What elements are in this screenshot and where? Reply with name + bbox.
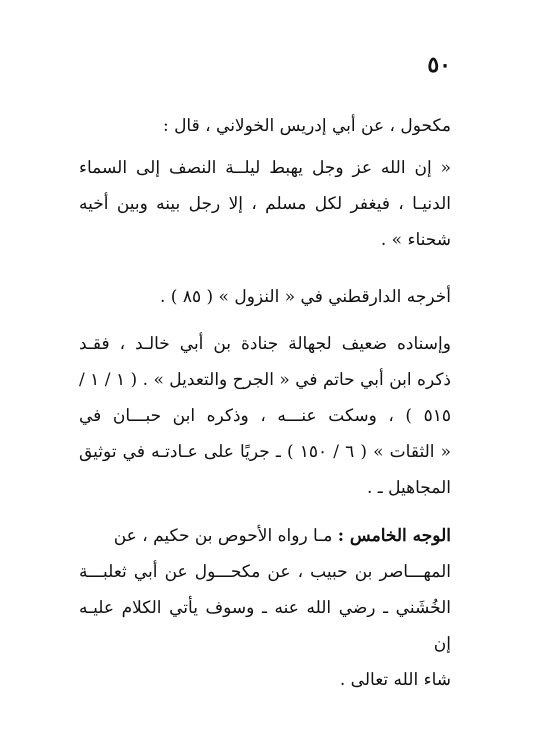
section-heading: الوجه الخامس : bbox=[337, 526, 451, 546]
text-line: « الثقات » ( ٦ / ١٥٠ ) ـ جريًا على عـادتـه في توثيق bbox=[79, 442, 451, 462]
text-line: الخُشَني ـ رضي الله عنه ـ وسوف يأتي الكلام عليـه إن bbox=[79, 598, 451, 654]
paragraph-isnad-critique bbox=[79, 326, 451, 506]
paragraph-hadith-text bbox=[79, 150, 451, 258]
text-line: أخرجه الدارقطني في « النزول » ( ٨٥ ) . bbox=[159, 287, 451, 307]
paragraph-fifth-aspect bbox=[79, 518, 451, 698]
paragraph-isnad-intro bbox=[79, 108, 451, 144]
text-line: شاء الله تعالى . bbox=[339, 670, 451, 690]
text-line: المجاهيل ـ . bbox=[366, 478, 451, 498]
text-line: مكحول ، عن أبي إدريس الخولاني ، قال : bbox=[162, 116, 451, 136]
text-line-continuation: مـا رواه الأحوص بن حكيم ، عن bbox=[113, 526, 338, 546]
text-line: وإسناده ضعيف لجهالة جنادة بن أبي خالـد ، فقـد bbox=[79, 334, 451, 354]
paragraph-takhrij bbox=[79, 279, 451, 315]
text-line: ذكره ابن أبي حاتم في « الجرح والتعديل » . ( ١ / ١ / bbox=[79, 370, 451, 390]
text-line: الدنيـا ، فيغفر لكل مسلم ، إلا رجل بينه وبين أخيه bbox=[79, 194, 451, 214]
page-number: ٥٠ bbox=[427, 52, 451, 78]
text-line: « إن الله عز وجل يهبط ليلــة النصف إلى السماء bbox=[79, 158, 451, 178]
text-line: المهـــاصر بن حبيب ، عن مكحـــول عن أبي ثعلبـــة bbox=[79, 562, 451, 582]
text-line bbox=[79, 518, 451, 554]
text-line: شحناء » . bbox=[380, 230, 451, 250]
text-line: ٥١٥ ) ، وسكت عنـــه ، وذكره ابن حبـــان في bbox=[79, 406, 451, 426]
